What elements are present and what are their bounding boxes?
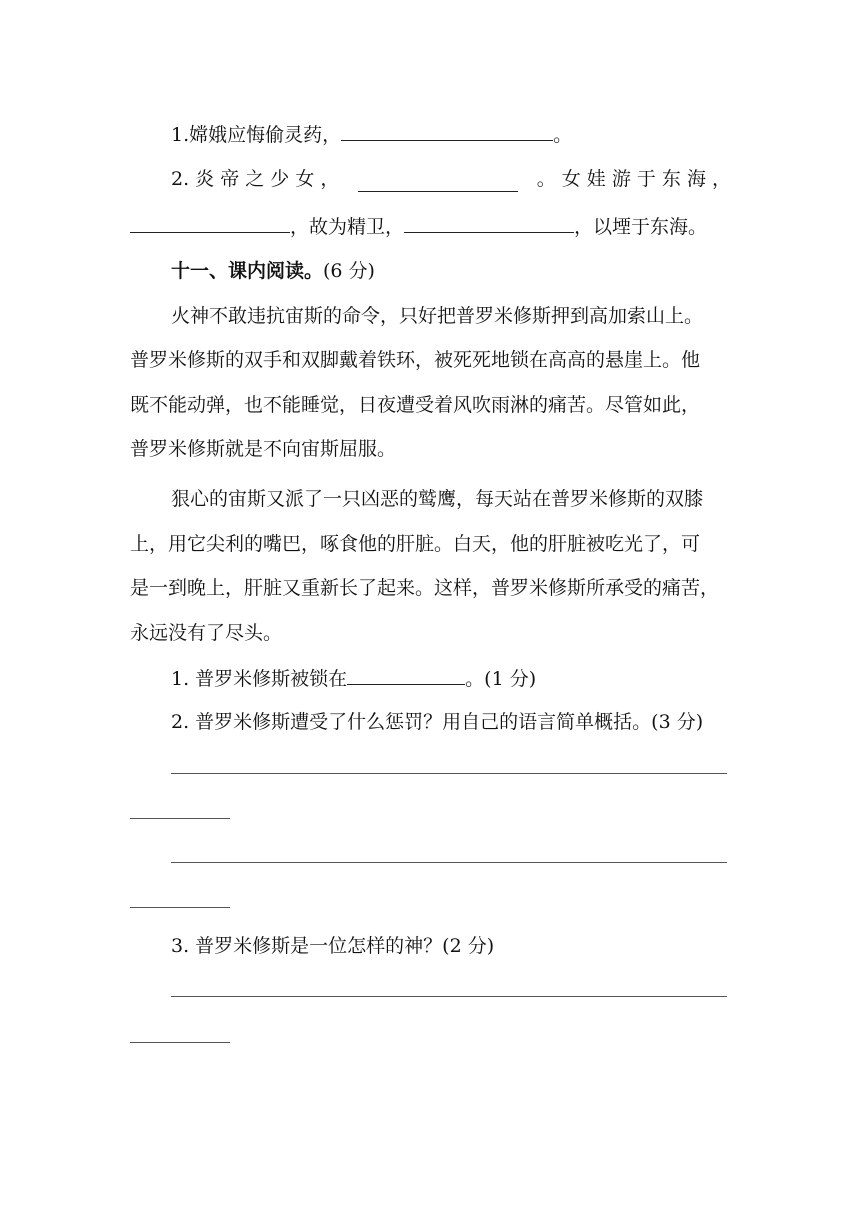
reading-question-1-end: 。(1 分) — [465, 668, 537, 690]
section-score: (6 分) — [323, 260, 375, 282]
passage-line: 既不能动弹，也不能睡觉，日夜遭受着风吹雨淋的痛苦。尽管如此， — [130, 394, 701, 416]
reading-question-2: 2. 普罗米修斯遭受了什么惩罚？用自己的语言简单概括。(3 分) — [171, 711, 704, 733]
answer-blank[interactable] — [358, 171, 518, 192]
answer-blank[interactable] — [341, 120, 553, 141]
poem-question-1-text: 1.嫦娥应悔偷灵药， — [171, 124, 342, 146]
answer-line[interactable] — [171, 773, 727, 774]
passage-line: 上，用它尖利的嘴巴，啄食他的肝脏。白天，他的肝脏被吃光了，可 — [130, 533, 701, 555]
passage-line: 永远没有了尽头。 — [130, 622, 283, 644]
answer-line[interactable] — [130, 818, 230, 819]
passage-line: 是一到晚上，肝脏又重新长了起来。这样，普罗米修斯所承受的痛苦， — [130, 577, 720, 599]
passage-line: 普罗米修斯就是不向宙斯屈服。 — [130, 438, 397, 460]
poem-question-2-line-2 — [130, 212, 730, 240]
section-title: 十一、课内阅读。 — [171, 260, 324, 282]
reading-question-1 — [171, 664, 731, 692]
reading-question-3: 3. 普罗米修斯是一位怎样的神？(2 分) — [171, 935, 495, 957]
answer-blank[interactable] — [347, 664, 465, 685]
poem-question-2-part-2: 。 女 娃 游 于 东 海 ， — [536, 168, 731, 190]
answer-blank[interactable] — [130, 212, 290, 233]
section-heading — [171, 258, 731, 284]
answer-line[interactable] — [130, 1042, 230, 1043]
passage-line: 普罗米修斯的双手和双脚戴着铁环，被死死地锁在高高的悬崖上。他 — [130, 349, 701, 371]
passage-line: 狠心的宙斯又派了一只凶恶的鹫鹰，每天站在普罗米修斯的双膝 — [171, 488, 704, 510]
poem-question-2-part-4: ，以堙于东海。 — [574, 216, 708, 238]
reading-question-1-text: 1. 普罗米修斯被锁在 — [171, 668, 348, 690]
answer-line[interactable] — [130, 907, 230, 908]
answer-line[interactable] — [171, 996, 727, 997]
answer-line[interactable] — [171, 862, 727, 863]
passage-line: 火神不敢违抗宙斯的命令，只好把普罗米修斯押到高加索山上。 — [171, 305, 704, 327]
poem-question-2-line-1 — [171, 166, 731, 192]
answer-blank[interactable] — [404, 212, 574, 233]
poem-question-1 — [171, 120, 731, 148]
poem-question-2-part-3: ，故为精卫， — [290, 216, 405, 238]
poem-question-2-part-1: 2. 炎 帝 之 少 女 ， — [171, 168, 340, 190]
poem-question-1-end: 。 — [553, 124, 573, 146]
